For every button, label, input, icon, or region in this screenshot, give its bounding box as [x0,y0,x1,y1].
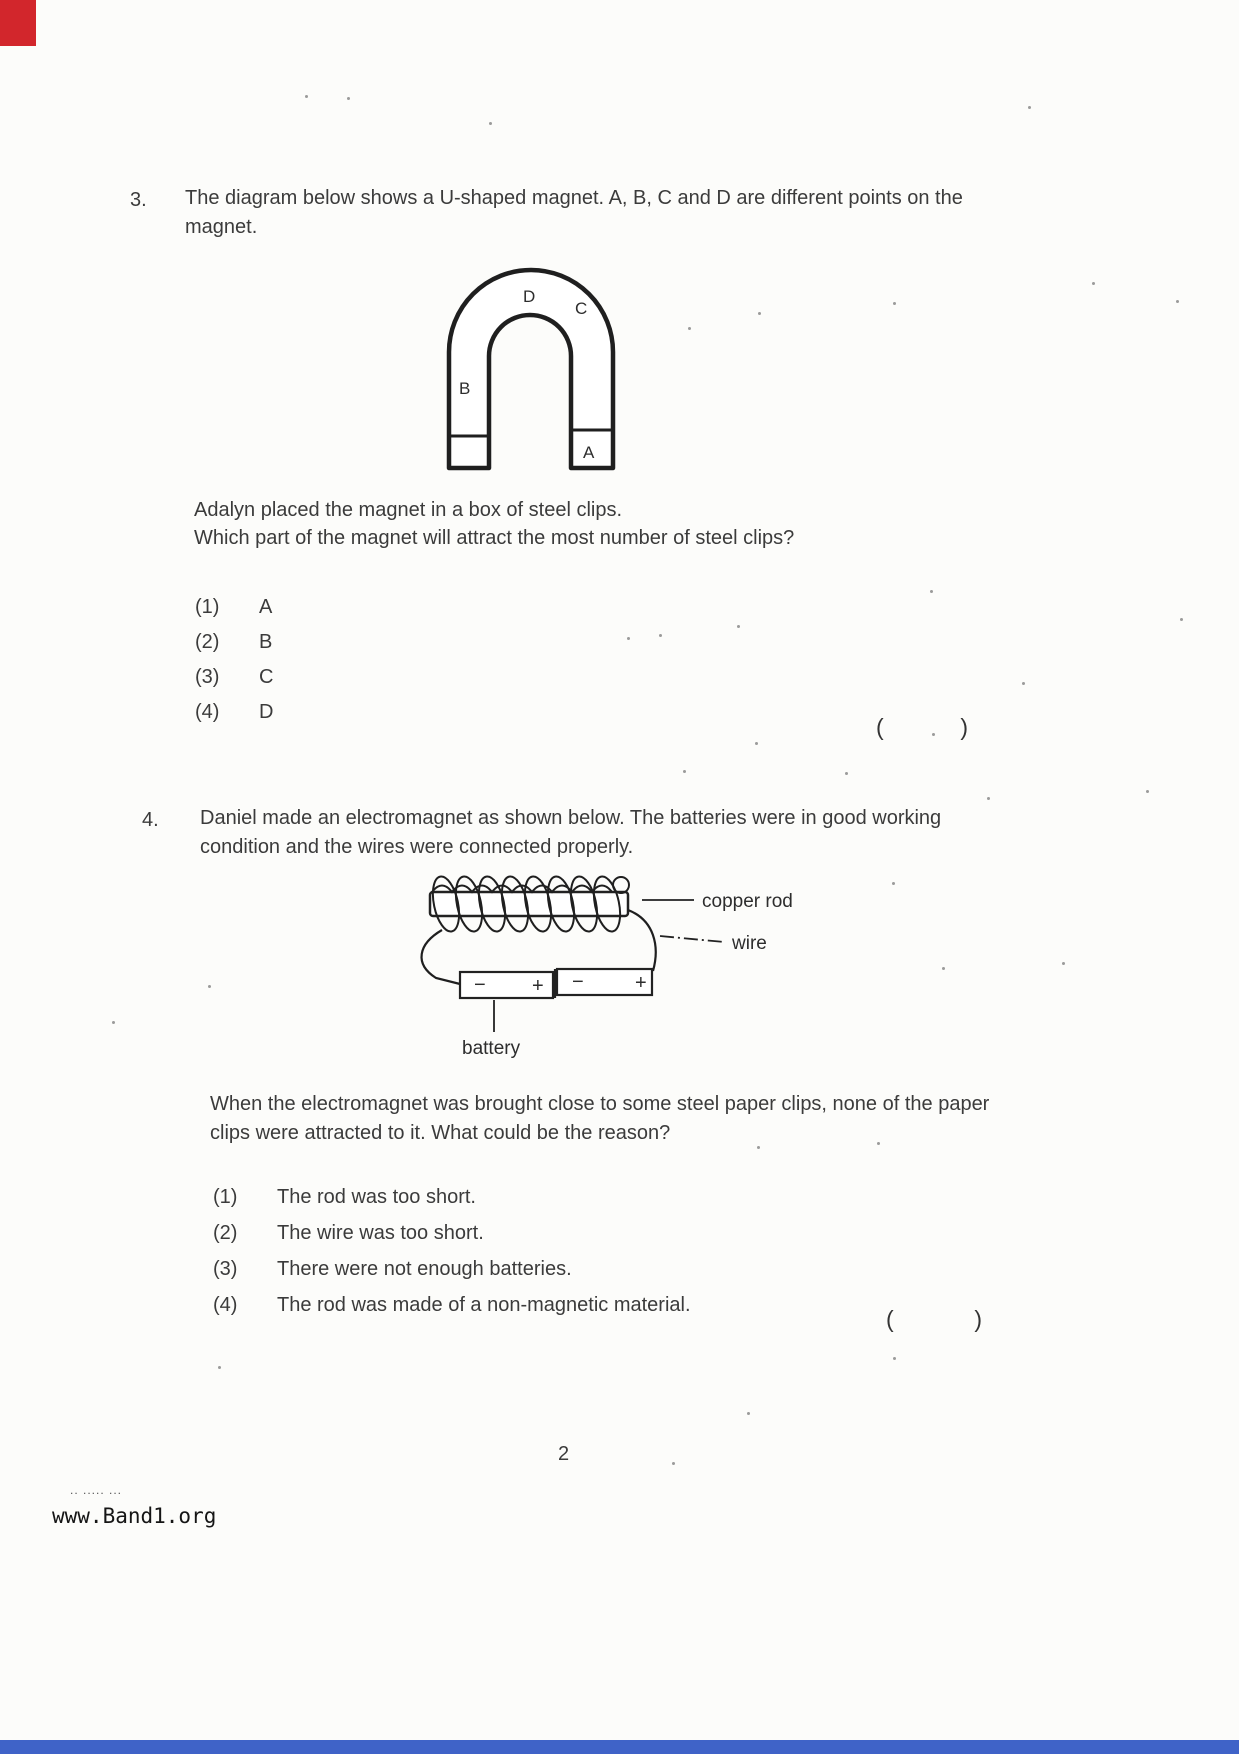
option-number: (1) [195,596,220,618]
speck [892,882,895,885]
option-number: (3) [195,666,220,688]
option-row [213,1222,691,1244]
option-row [195,596,273,618]
q4-answer-bracket [886,1306,982,1333]
option-text: The wire was too short. [277,1222,484,1244]
speck [1062,962,1065,965]
q4-number: 4. [142,809,159,831]
speck [112,1021,115,1024]
speck [347,97,350,100]
speck [893,1357,896,1360]
bracket-close: ) [974,1306,982,1332]
wire-label: wire [732,933,767,954]
page-number: 2 [558,1443,570,1465]
bracket-open: ( [876,714,884,740]
speck [688,327,691,330]
electromagnet-diagram [402,872,812,1067]
option-text: The rod was made of a non-magnetic material. [277,1294,691,1316]
option-text: There were not enough batteries. [277,1258,572,1280]
q4-question: When the electromagnet was brought close to some steel paper clips, none of the paper clips were attracted to it. What could be the reason? [210,1093,990,1144]
wire-pointer [660,936,724,942]
magnet-label-a: A [583,443,595,462]
speck [987,797,990,800]
speck [1146,790,1149,793]
speck [747,1412,750,1415]
speck [208,985,211,988]
speck [305,95,308,98]
speck [942,967,945,970]
u-magnet-diagram [425,246,637,491]
q3-followup: Adalyn placed the magnet in a box of steel clips. [194,499,623,521]
speck [1176,300,1179,303]
speck [755,742,758,745]
coil-end-loop [613,877,629,893]
scan-scuff-marks: .. ..... ... [70,1483,123,1497]
option-number: (4) [213,1294,238,1316]
option-number: (2) [195,631,220,653]
battery2-minus: − [572,971,584,993]
magnet-label-b: B [459,379,471,398]
option-row [195,701,273,723]
option-text: D [259,701,274,723]
q3-question: Which part of the magnet will attract the most number of steel clips? [194,527,795,549]
speck [672,1462,675,1465]
option-text: A [259,596,273,618]
option-text: B [259,631,273,653]
option-text: C [259,666,274,688]
speck [737,625,740,628]
speck [683,770,686,773]
option-text: The rod was too short. [277,1186,476,1208]
speck [627,637,630,640]
magnet-label-d: D [523,287,536,306]
battery2-plus: + [635,972,647,994]
q3-number: 3. [130,189,147,211]
q3-prompt: The diagram below shows a U-shaped magnet. A, B, C and D are different points on the magnet. [185,187,963,238]
speck [845,772,848,775]
battery-label: battery [462,1038,521,1059]
wire-right [628,910,656,971]
speck [659,634,662,637]
option-row [213,1294,691,1316]
option-row [195,666,273,688]
red-corner-mark [0,0,36,46]
speck [930,590,933,593]
footer-url: www.Band1.org [52,1504,217,1528]
option-number: (4) [195,701,220,723]
copper-rod-label: copper rod [702,891,793,912]
bottom-blue-bar [0,1740,1239,1754]
bracket-close: ) [960,714,968,740]
battery1-plus: + [532,975,544,997]
magnet-label-c: C [575,299,588,318]
speck [1028,106,1031,109]
q3-answer-bracket [876,714,968,741]
wire-left [422,930,460,984]
q3-options [195,596,273,736]
speck [1180,618,1183,621]
option-row [213,1258,691,1280]
q4-prompt: Daniel made an electromagnet as shown below. The batteries were in good working condition and the wires were connected properly. [200,807,942,858]
option-row [195,631,273,653]
option-number: (2) [213,1222,238,1244]
speck [893,302,896,305]
battery1-minus: − [474,974,486,996]
speck [1092,282,1095,285]
speck [758,312,761,315]
option-number: (3) [213,1258,238,1280]
speck [218,1366,221,1369]
option-number: (1) [213,1186,238,1208]
q4-options [213,1186,691,1330]
speck [1022,682,1025,685]
option-row [213,1186,691,1208]
bracket-open: ( [886,1306,894,1332]
speck [489,122,492,125]
